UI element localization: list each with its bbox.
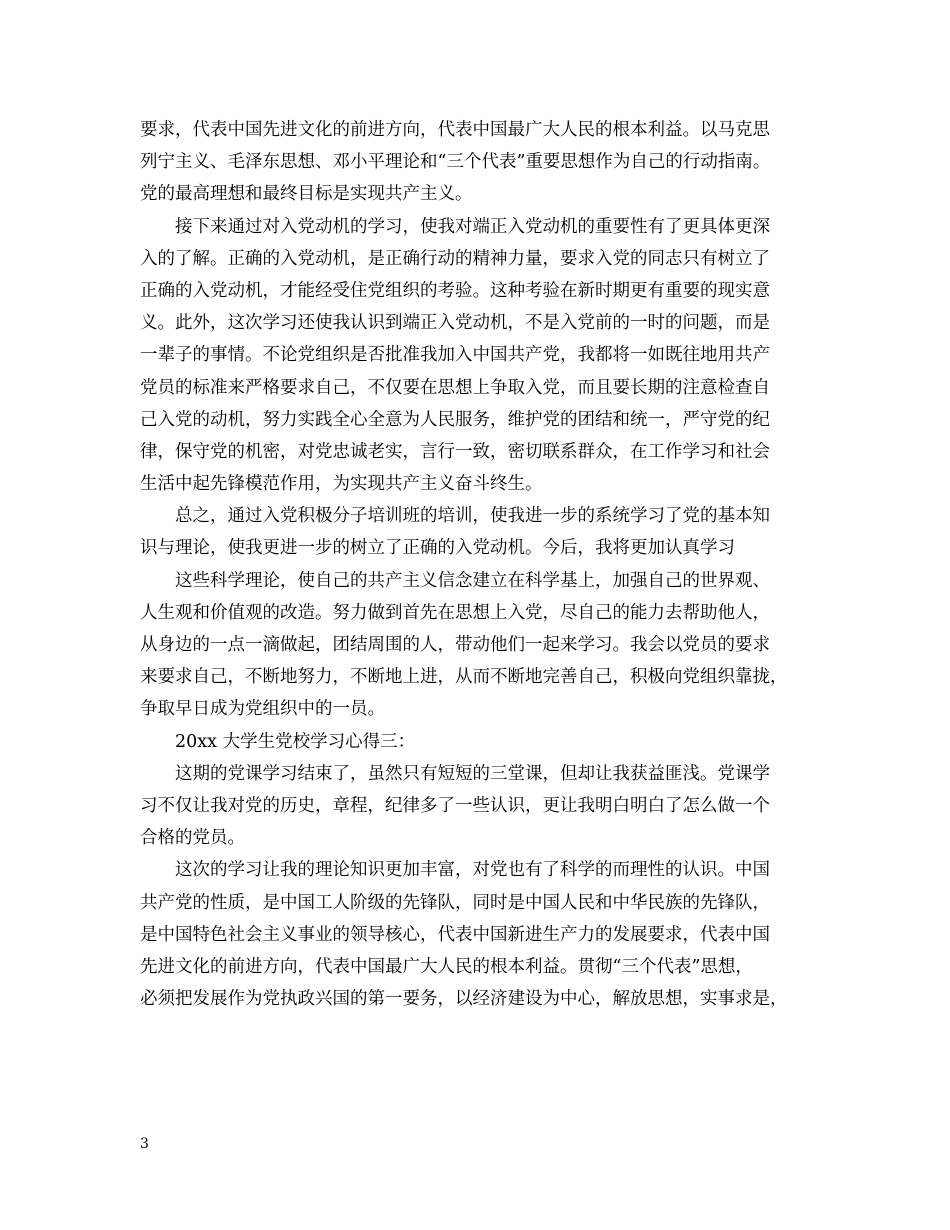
- text-line: 必须把发展作为党执政兴国的第一要务，以经济建设为中心，解放思想，实事求是，: [140, 989, 788, 1010]
- text-line: 律，保守党的机密，对党忠诚老实，言行一致，密切联系群众，在工作学习和社会: [140, 441, 770, 462]
- text-line: 接下来通过对入党动机的学习，使我对端正入党动机的重要性有了更具体更深: [175, 216, 770, 237]
- page-number: 3: [140, 1136, 149, 1152]
- text-line: 这些科学理论，使自己的共产主义信念建立在科学基上，加强自己的世界观、: [175, 570, 770, 591]
- text-line: 生活中起先锋模范作用，为实现共产主义奋斗终生。: [140, 474, 543, 495]
- text-line: 正确的入党动机，才能经受住党组织的考验。这种考验在新时期更有重要的现实意: [140, 280, 770, 301]
- text-line: 从身边的一点一滴做起，团结周围的人，带动他们一起来学习。我会以党员的要求: [140, 635, 770, 655]
- text-line: 争取早日成为党组织中的一员。: [140, 699, 385, 720]
- text-line: 识与理论，使我更进一步的树立了正确的入党动机。今后，我将更加认真学习: [140, 538, 735, 559]
- text-line: 是中国特色社会主义事业的领导核心，代表中国新进生产力的发展要求，代表中国: [140, 924, 770, 945]
- text-line: 党的最高理想和最终目标是实现共产主义。: [140, 184, 473, 205]
- text-line: 合格的党员。: [140, 828, 245, 849]
- text-line: 人生观和价值观的改造。努力做到首先在思想上入党，尽自己的能力去帮助他人，: [140, 602, 770, 623]
- text-line: 习不仅让我对党的历史，章程，纪律多了一些认识，更让我明白明白了怎么做一个: [140, 795, 770, 816]
- body-text: [140, 114, 816, 1015]
- text-line: 义。此外，这次学习还使我认识到端正入党动机，不是入党前的一时的问题，而是: [140, 313, 770, 334]
- section-heading: 20xx 大学生党校学习心得三：: [175, 731, 416, 752]
- text-line: 总之，通过入党积极分子培训班的培训，使我进一步的系统学习了党的基本知: [175, 506, 770, 527]
- text-line: 这次的学习让我的理论知识更加丰富，对党也有了科学的而理性的认识。中国: [175, 860, 770, 881]
- text-line: 入的了解。正确的入党动机，是正确行动的精神力量，要求入党的同志只有树立了: [140, 248, 770, 269]
- text-line: 这期的党课学习结束了，虽然只有短短的三堂课，但却让我获益匪浅。党课学: [175, 763, 770, 784]
- text-line: 己入党的动机，努力实践全心全意为人民服务，维护党的团结和统一，严守党的纪: [140, 409, 770, 430]
- text-line: 一辈子的事情。不论党组织是否批准我加入中国共产党，我都将一如既往地用共产: [140, 345, 770, 366]
- text-line: 党员的标准来严格要求自己，不仅要在思想上争取入党，而且要长期的注意检查自: [140, 377, 770, 398]
- text-line: 共产党的性质，是中国工人阶级的先锋队，同时是中国人民和中华民族的先锋队，: [140, 892, 770, 913]
- text-line: 列宁主义、毛泽东思想、邓小平理论和“三个代表”重要思想作为自己的行动指南。: [140, 152, 771, 173]
- text-line: 先进文化的前进方向，代表中国最广大人民的根本利益。贯彻“三个代表”思想，: [140, 956, 753, 977]
- text-line: 要求，代表中国先进文化的前进方向，代表中国最广大人民的根本利益。以马克思: [140, 120, 770, 140]
- text-line: 来要求自己，不断地努力，不断地上进，从而不断地完善自己，积极向党组织靠拢，: [140, 667, 788, 688]
